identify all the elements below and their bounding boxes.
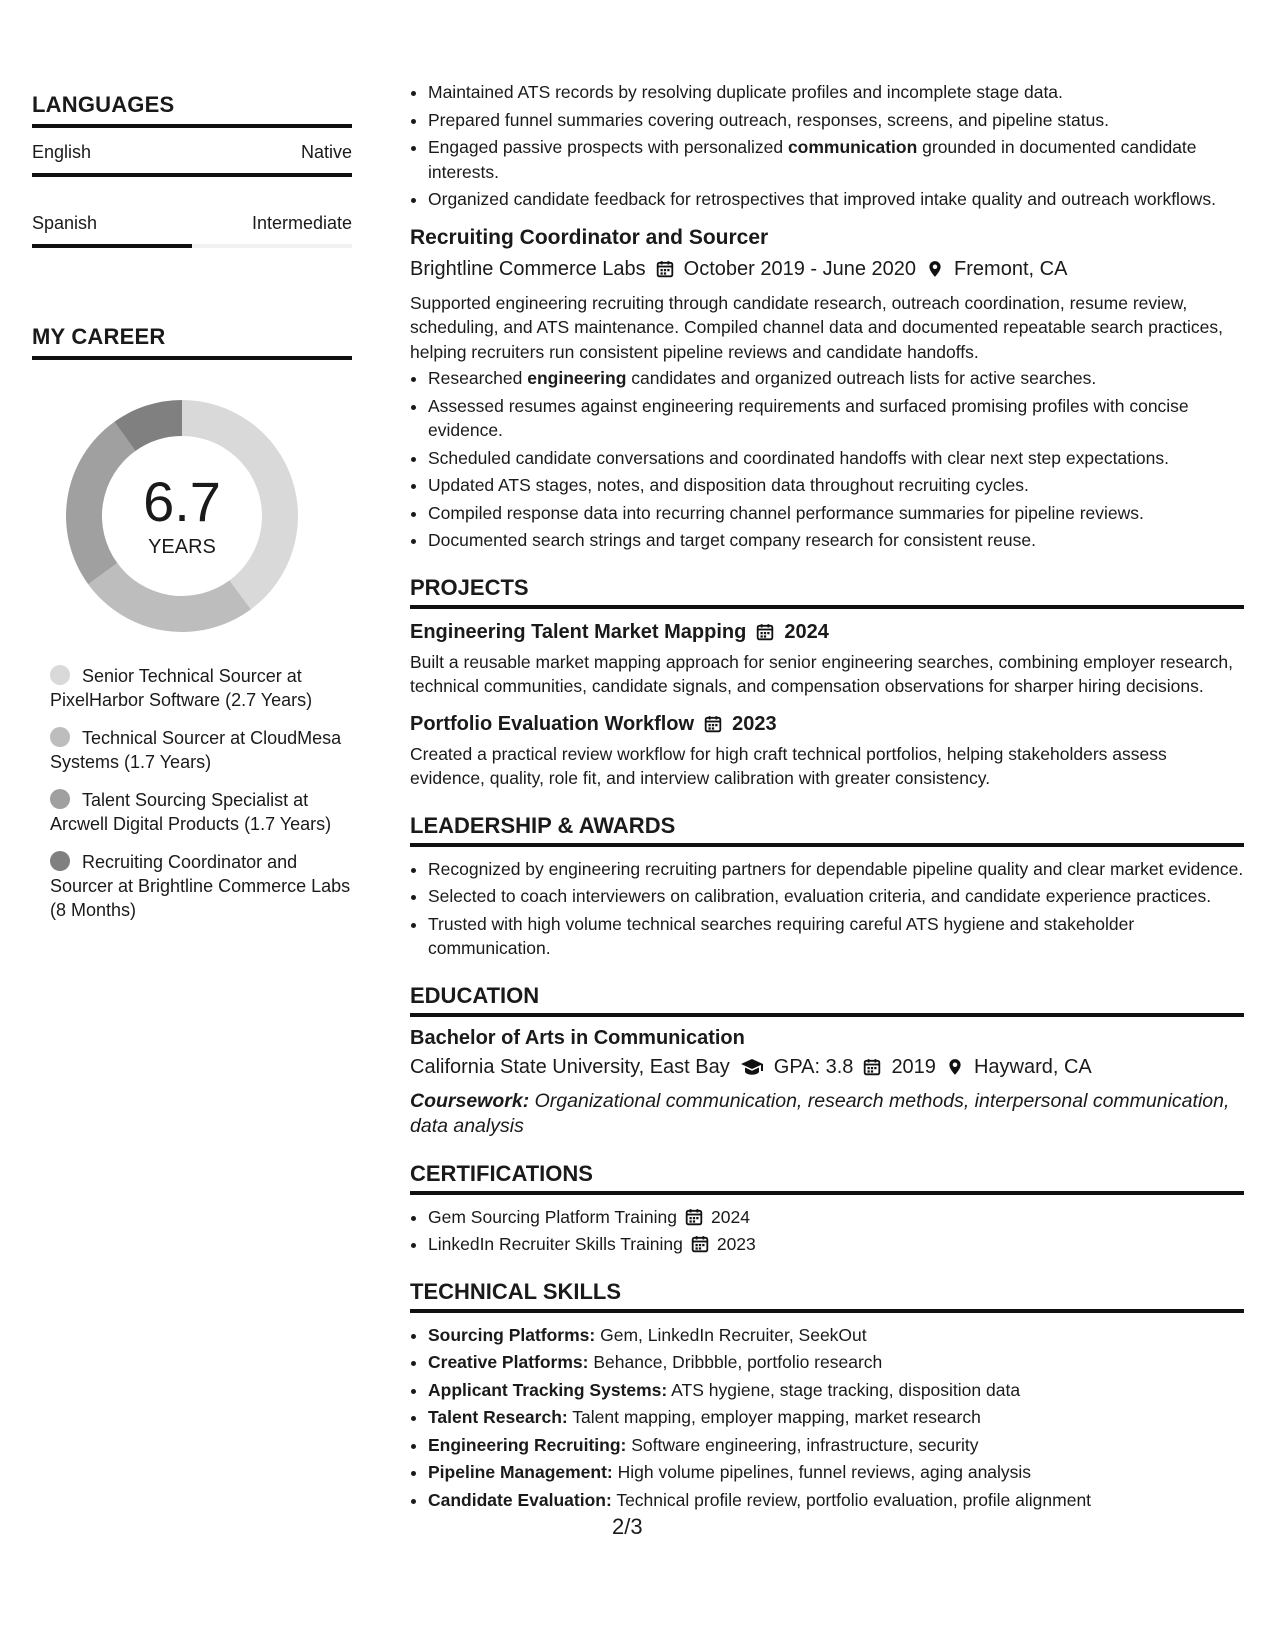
graduation-cap-icon [740, 1058, 764, 1076]
bullet-text: Researched [428, 368, 528, 388]
career-legend-item [50, 788, 352, 836]
calendar-icon [704, 715, 722, 733]
awards-list [410, 857, 1244, 961]
job-summary: Supported engineering recruiting through candidate research, outreach coordination, resume review, scheduling, and ATS maintenance. Compiled channel data and documented repeatable search practices, helping recruiters run consistent pipeline reviews and candidate handoffs. [410, 292, 1223, 362]
languages-heading: LANGUAGES [32, 92, 352, 128]
project-year: 2024 [784, 620, 829, 643]
certification-name: • LinkedIn Recruiter Skills Training [428, 1234, 683, 1254]
bullet-item: • Scheduled candidate conversations and coordinated handoffs with clear next step expectations. [428, 446, 1244, 471]
certification-item [428, 1232, 1244, 1257]
awards-heading: LEADERSHIP & AWARDS [410, 813, 1244, 847]
certification-year: 2024 [711, 1206, 750, 1227]
career-total-unit: YEARS [148, 535, 216, 558]
skill-item [428, 1433, 1244, 1458]
certifications-list [410, 1205, 1244, 1257]
career-legend-item [50, 850, 352, 922]
career-legend [32, 664, 352, 922]
education-heading: EDUCATION [410, 983, 1244, 1017]
bullet-item: • Updated ATS stages, notes, and disposition data throughout recruiting cycles. [428, 473, 1244, 498]
legend-dot [50, 727, 70, 747]
legend-dot [50, 665, 70, 685]
skill-label: Creative Platforms: [428, 1352, 589, 1372]
legend-label: Talent Sourcing Specialist at Arcwell Digital Products (1.7 Years) [50, 790, 332, 834]
skill-value: Behance, Dribbble, portfolio research [593, 1352, 883, 1372]
education-meta [410, 1056, 1244, 1079]
award-item: • Trusted with high volume technical searches requiring careful ATS hygiene and stakeholder communication. [428, 912, 1244, 961]
skill-value: Talent mapping, employer mapping, market research [572, 1407, 981, 1427]
language-name: Spanish [32, 213, 98, 233]
graduation-year: 2019 [891, 1055, 936, 1078]
certification-item [428, 1205, 1244, 1230]
language-name: English [32, 142, 92, 162]
skill-label: Engineering Recruiting: [428, 1434, 627, 1455]
language-proficiency-bar [32, 173, 352, 177]
school-name: California State University, East Bay [410, 1055, 730, 1078]
coursework [410, 1089, 1244, 1139]
language-item [32, 213, 352, 248]
language-level: Intermediate [251, 213, 352, 233]
career-heading: MY CAREER [32, 324, 352, 360]
coursework-text: Organizational communication, research methods, interpersonal communication, data analysis [410, 1089, 1230, 1137]
project-title: Engineering Talent Market Mapping [410, 620, 747, 643]
skill-value: ATS hygiene, stage tracking, disposition data [671, 1379, 1021, 1400]
skill-value: Software engineering, infrastructure, security [631, 1434, 979, 1455]
job-company: Brightline Commerce Labs [410, 257, 646, 280]
bullet-item [428, 135, 1244, 184]
legend-label: Recruiting Coordinator and Sourcer at Brightline Commerce Labs (8 Months) [50, 852, 351, 920]
skill-label: Sourcing Platforms: [428, 1324, 596, 1345]
skill-item [428, 1405, 1244, 1430]
career-legend-item [50, 726, 352, 774]
job-location: Fremont, CA [954, 257, 1068, 280]
award-item: • Selected to coach interviewers on calibration, evaluation criteria, and candidate experience practices. [428, 884, 1244, 909]
language-proficiency-bar [32, 244, 352, 248]
language-level: Native [300, 142, 352, 162]
career-total-years: 6.7 [143, 469, 221, 533]
projects-heading: PROJECTS [410, 575, 1244, 609]
language-item [32, 142, 352, 177]
job-meta [410, 258, 1244, 281]
bullet-keyword: communication [787, 137, 918, 157]
skill-value: Gem, LinkedIn Recruiter, SeekOut [600, 1324, 867, 1345]
skill-label: Candidate Evaluation: [428, 1489, 612, 1510]
legend-label: Senior Technical Sourcer at PixelHarbor Software (2.7 Years) [50, 666, 313, 710]
school-location: Hayward, CA [973, 1055, 1092, 1078]
location-pin-icon [926, 260, 944, 278]
page-number: 2/3 [612, 1514, 643, 1539]
project-item [410, 621, 1244, 699]
certification-name: • Gem Sourcing Platform Training [428, 1206, 677, 1227]
bullet-keyword: engineering [527, 368, 627, 388]
skill-item [428, 1323, 1244, 1348]
skill-item [428, 1488, 1244, 1513]
project-item [410, 713, 1244, 791]
main-content [410, 80, 1244, 1515]
calendar-icon [685, 1208, 703, 1226]
bullet-item: • Compiled response data into recurring channel performance summaries for pipeline reviews. [428, 501, 1244, 526]
skills-list [410, 1323, 1244, 1513]
bullet-item: • Assessed resumes against engineering requirements and surfaced promising profiles with concise evidence. [428, 394, 1244, 443]
coursework-label: Coursework: [410, 1089, 530, 1112]
job-dates: October 2019 - June 2020 [683, 257, 917, 280]
calendar-icon [863, 1058, 881, 1076]
degree-title: Bachelor of Arts in Communication [410, 1026, 745, 1049]
job-bullets [410, 366, 1244, 553]
location-pin-icon [946, 1058, 964, 1076]
language-proficiency-fill [32, 244, 192, 248]
award-item: • Recognized by engineering recruiting partners for dependable pipeline quality and clear market evidence. [428, 857, 1244, 882]
bullet-text: Engaged passive prospects with personalized [428, 137, 788, 157]
skill-value: Technical profile review, portfolio evaluation, profile alignment [616, 1489, 1092, 1510]
bullet-item [428, 366, 1244, 391]
calendar-icon [756, 623, 774, 641]
skill-item [428, 1350, 1244, 1375]
project-year: 2023 [732, 712, 777, 735]
legend-label: Technical Sourcer at CloudMesa Systems (1.7 Years) [50, 728, 342, 772]
bullet-text: candidates and organized outreach lists for active searches. [626, 368, 1097, 388]
legend-dot [50, 851, 70, 871]
career-donut-chart [66, 400, 298, 632]
sidebar [32, 92, 352, 936]
skill-value: High volume pipelines, funnel reviews, aging analysis [617, 1462, 1032, 1482]
project-title: Portfolio Evaluation Workflow [410, 712, 695, 735]
bullet-text: grounded in documented candidate interests. [428, 137, 1197, 182]
certification-year: 2023 [716, 1234, 756, 1254]
legend-dot [50, 789, 70, 809]
skills-heading: TECHNICAL SKILLS [410, 1279, 1244, 1313]
skill-label: Applicant Tracking Systems: [428, 1379, 668, 1400]
project-description: Created a practical review workflow for high craft technical portfolios, helping stakeholders assess evidence, quality, role fit, and interview calibration with greater consistency. [410, 743, 1167, 788]
bullet-item: • Prepared funnel summaries covering outreach, responses, screens, and pipeline status. [428, 108, 1244, 133]
calendar-icon [656, 260, 674, 278]
gpa: GPA: 3.8 [773, 1055, 854, 1078]
skill-item [428, 1460, 1244, 1485]
skill-label: Talent Research: [428, 1407, 568, 1427]
calendar-icon [691, 1235, 709, 1253]
certifications-heading: CERTIFICATIONS [410, 1161, 1244, 1195]
bullet-item: • Organized candidate feedback for retrospectives that improved intake quality and outreach workflows. [428, 187, 1244, 212]
bullet-item: • Documented search strings and target company research for consistent reuse. [428, 528, 1244, 553]
career-legend-item [50, 664, 352, 712]
language-proficiency-fill [32, 173, 352, 177]
job-title: Recruiting Coordinator and Sourcer [410, 225, 769, 249]
skill-label: Pipeline Management: [428, 1462, 613, 1482]
bullet-item: • Maintained ATS records by resolving duplicate profiles and incomplete stage data. [428, 80, 1244, 105]
project-description: Built a reusable market mapping approach for senior engineering searches, combining employer research, technical communities, candidate signals, and compensation observations for sharper hiring decisions. [410, 651, 1233, 696]
skill-item [428, 1378, 1244, 1403]
previous-job-bullets [410, 80, 1244, 212]
